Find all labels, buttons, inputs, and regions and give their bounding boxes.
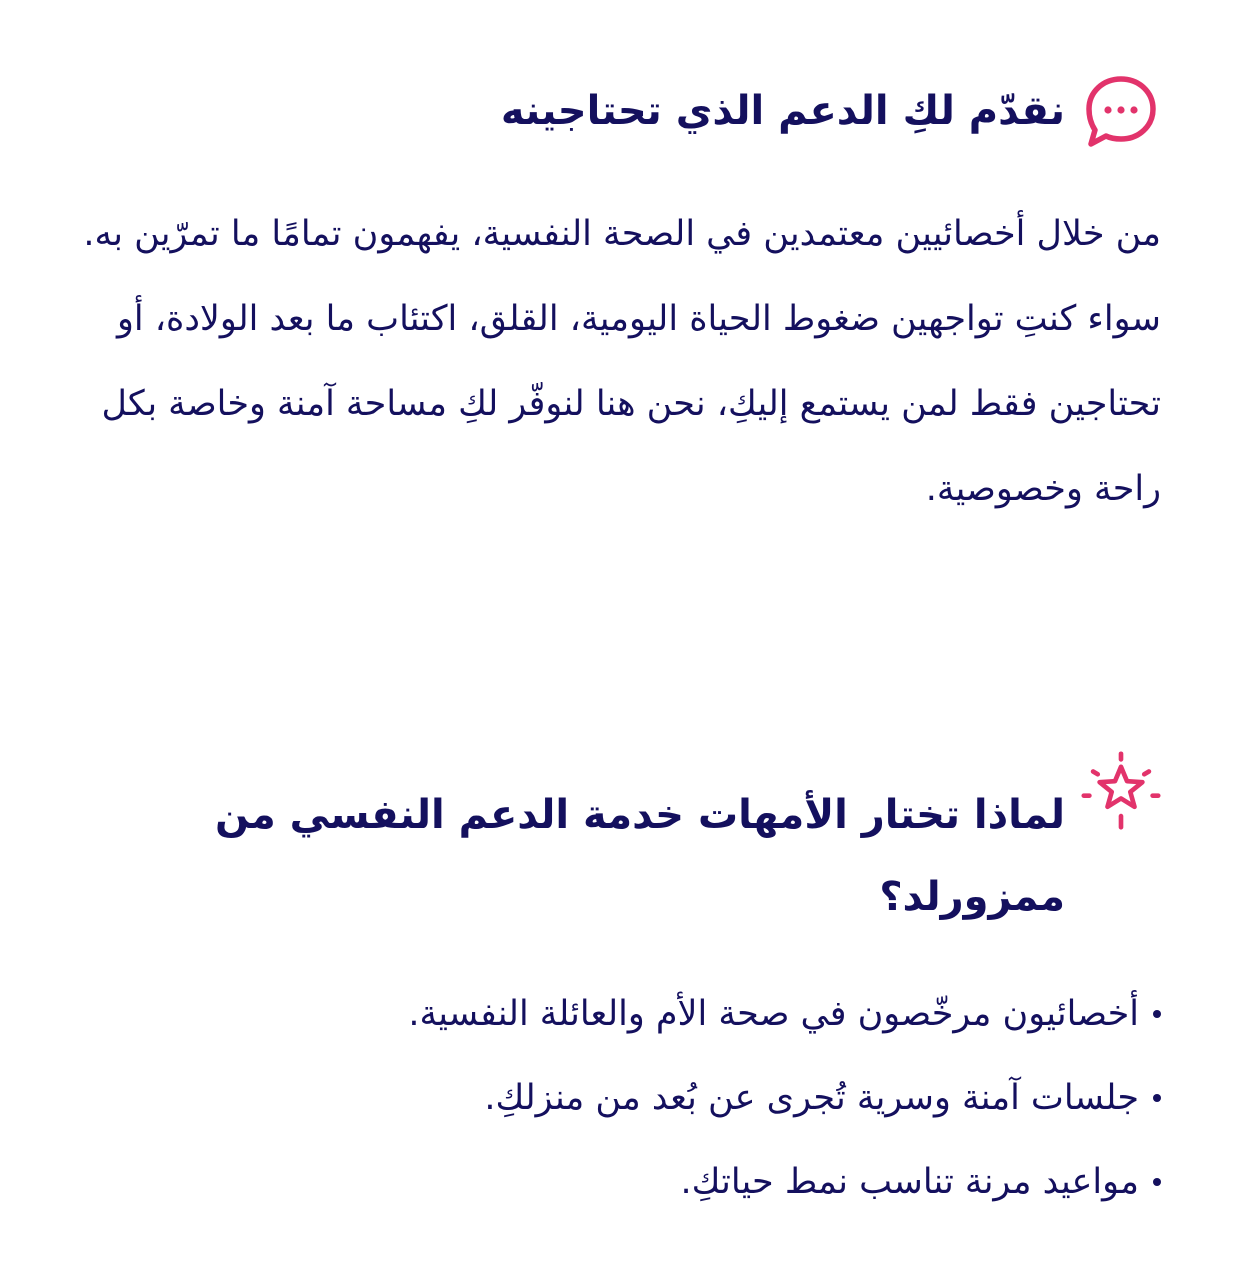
why-heading: لماذا تختار الأمهات خدمة الدعم النفسي من ممزورلد؟ xyxy=(214,792,1065,920)
star-icon xyxy=(1081,748,1161,834)
list-item xyxy=(76,1140,1161,1224)
benefits-list xyxy=(76,972,1161,1224)
bullet-icon xyxy=(1153,1010,1161,1018)
support-heading: نقدّم لكِ الدعم الذي تحتاجينه xyxy=(500,88,1065,134)
support-paragraph: من خلال أخصائيين معتمدين في الصحة النفسية، يفهمون تمامًا ما تمرّين به. سواء كنتِ تواجهين ضغوط الحياة اليومية، القلق، اكتئاب ما بعد الولادة، أو تحتاجين فقط لمن يستمع إليكِ، نحن هنا لنوفّر لكِ مساحة آمنة وخاصة بكل راحة وخصوصية. xyxy=(83,214,1161,509)
list-item-text: أخصائيون مرخّصون في صحة الأم والعائلة النفسية. xyxy=(408,994,1139,1034)
why-heading-row xyxy=(76,748,1161,938)
chat-bubble-icon xyxy=(1081,68,1161,150)
list-item-text: جلسات آمنة وسرية تُجرى عن بُعد من منزلكِ. xyxy=(484,1078,1139,1118)
support-heading-row xyxy=(76,68,1161,156)
list-item-text: مواعيد مرنة تناسب نمط حياتكِ. xyxy=(680,1162,1139,1202)
bullet-icon xyxy=(1153,1094,1161,1102)
support-section xyxy=(76,68,1161,532)
list-item xyxy=(76,972,1161,1056)
why-section xyxy=(76,748,1161,1224)
bullet-icon xyxy=(1153,1178,1161,1186)
list-item xyxy=(76,1056,1161,1140)
